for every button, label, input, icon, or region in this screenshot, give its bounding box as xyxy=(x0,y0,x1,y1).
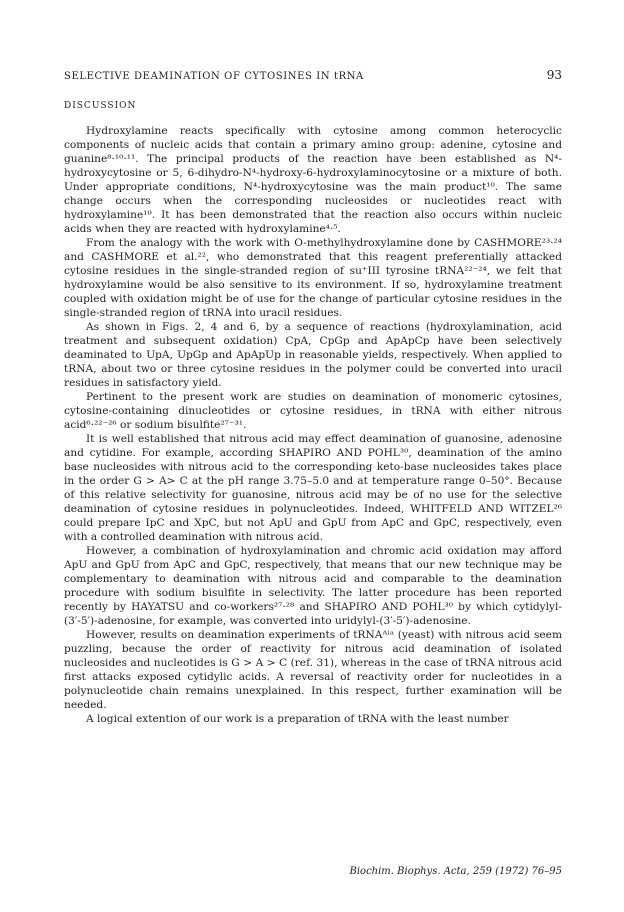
paragraph-pertinent-studies: Pertinent to the present work are studies on deamination of monomeric cytosines, cytosine-containing dinucleotides or cytosine residues, in tRNA with either nitrous acid⁶·²²⁻²⁶ or sodium bisulfite²⁷⁻³¹. xyxy=(64,391,562,431)
paragraph-combination-oxidation: However, a combination of hydroxylamination and chromic acid oxidation may afford ApU and GpU from ApC and GpC, respectively, that means that our new technique may be complementary to deamination with nitrous acid and comparable to the deamination procedure with sodium bisulfite in selectivity. The latter procedure has been reported recently by HAYATSU and co-workers²⁷·²⁸ and SHAPIRO AND POHL³⁰ by which cytidylyl-(3′-5′)-adenosine, for example, was converted into uridylyl-(3′-5′)-adenosine. xyxy=(64,545,562,627)
page-number: 93 xyxy=(546,68,562,82)
paragraph-trna-ala-results: However, results on deamination experiments of tRNAᴬˡᵃ (yeast) with nitrous acid seem puzzling, because the order of reactivity for nitrous acid deamination of isolated nucleosides and nucleotides is G > A > C (ref. 31), whereas in the case of tRNA nitrous acid first attacks exposed cytidylic acids. A reversal of reactivity order for nucleotides in a polynucleotide chain remains unexplained. In this respect, further examination will be needed. xyxy=(64,629,562,711)
running-head xyxy=(64,68,562,82)
paragraph-figs-reactions: As shown in Figs. 2, 4 and 6, by a sequence of reactions (hydroxylamination, acid treatment and subsequent oxidation) CpA, CpGp and ApApCp have been selectively deaminated to UpA, UpGp and ApApUp in reasonable yields, respectively. When applied to tRNA, about two or three cytosine residues in the polymer could be converted into uracil residues in satisfactory yield. xyxy=(64,321,562,389)
section-heading: DISCUSSION xyxy=(64,101,137,111)
body-text xyxy=(64,124,562,726)
paragraph-hydroxylamine-reacts: Hydroxylamine reacts specifically with cytosine among common heterocyclic components of nucleic acids that contain a primary amino group: adenine, cytosine and guanine⁸·¹⁰·¹¹. The principal products of the reaction have been established as N⁴-hydroxycytosine or 5, 6-dihydro-N⁴-hydroxy-6-hydroxylaminocytosine or a mixture of both. Under appropriate conditions, N⁴-hydroxycytosine was the main product¹⁰. The same change occurs when the corresponding nucleosides or nucleotides react with hydroxylamine¹⁰. It has been demonstrated that the reaction also occurs within nucleic acids when they are reacted with hydroxylamine⁴·⁵. xyxy=(64,125,562,235)
paragraph-logical-extension: A logical extention of our work is a preparation of tRNA with the least number xyxy=(86,713,509,725)
running-title: SELECTIVE DEAMINATION OF CYTOSINES IN tRNA xyxy=(64,71,364,82)
paragraph-nitrous-acid: It is well established that nitrous acid may effect deamination of guanosine, adenosine and cytidine. For example, according SHAPIRO AND POHL³⁰, deamination of the amino base nucleosides with nitrous acid to the corresponding keto-base nucleosides takes place in the order G > A> C at the pH range 3.75–5.0 and at temperature range 0–50°. Because of this relative selectivity for guanosine, nitrous acid may be of no use for the selective deamination of cytosine residues in polynucleotides. Indeed, WHITFELD AND WITZEL²⁶ could prepare IpC and XpC, but not ApU and GpU from ApC and GpC, respectively, even with a controlled deamination with nitrous acid. xyxy=(64,433,562,543)
paragraph-analogy-methylhydroxylamine: From the analogy with the work with O-methylhydroxylamine done by CASHMORE²³·²⁴ and CASHMORE et al.²², who demonstrated that this reagent preferentially attacked cytosine residues in the single-stranded region of su⁺III tyrosine tRNA²²⁻²⁴, we felt that hydroxylamine would be also sensitive to its environment. If so, hydroxylamine treatment coupled with oxidation might be of use for the change of particular cytosine residues in the single-stranded region of tRNA into uracil residues. xyxy=(64,237,562,319)
footer-citation: Biochim. Biophys. Acta, 259 (1972) 76–95 xyxy=(349,866,562,877)
